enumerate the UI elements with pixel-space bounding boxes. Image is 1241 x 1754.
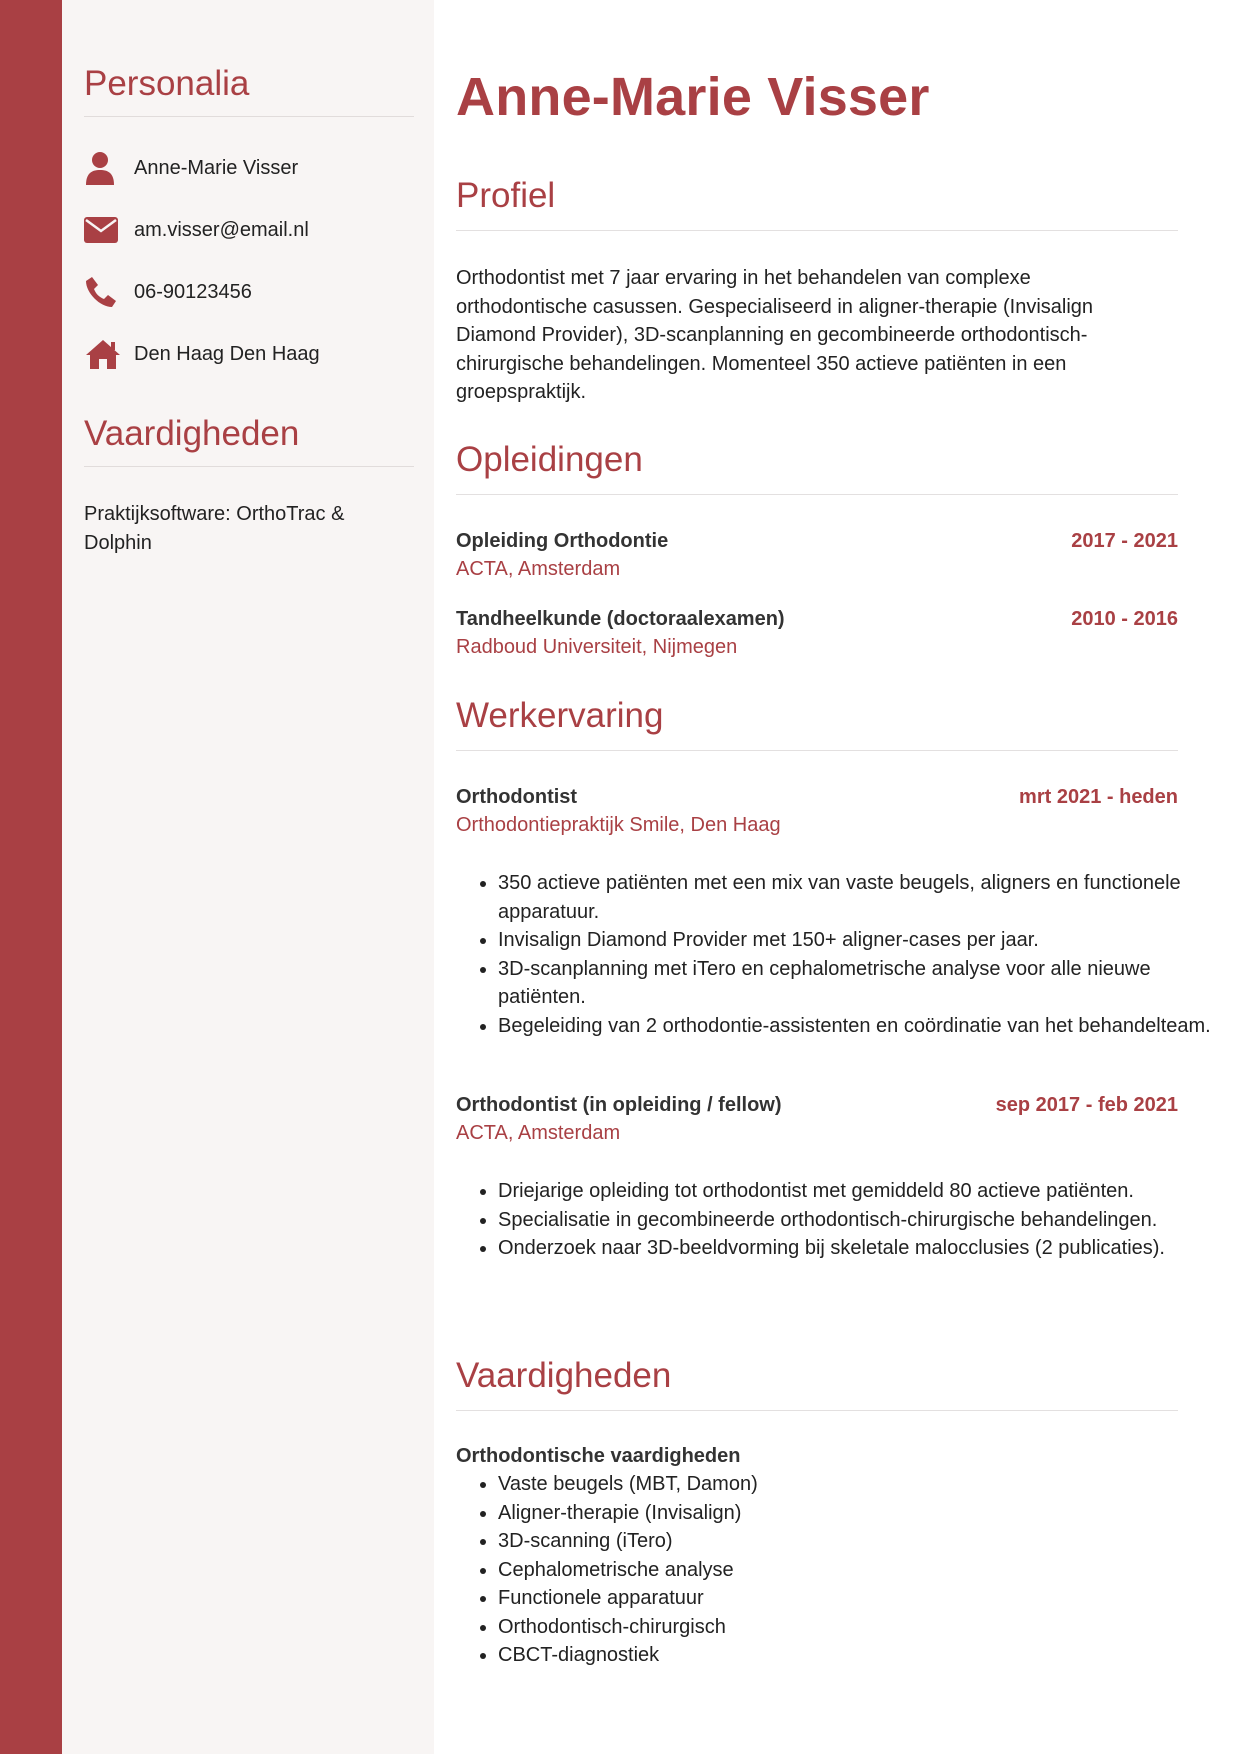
- personalia-heading: Personalia: [84, 64, 414, 117]
- experience-entry: [456, 1094, 1178, 1145]
- education-date: 2017 - 2021: [1071, 530, 1178, 552]
- accent-stripe: [0, 0, 62, 1754]
- job-date: mrt 2021 - heden: [1019, 786, 1178, 808]
- list-item: • 350 actieve patiënten met een mix van vaste beugels, aligners en functionele apparatuur.: [498, 869, 1220, 926]
- job-title: Orthodontist: [456, 786, 578, 808]
- user-icon: [84, 150, 124, 186]
- list-item: • Onderzoek naar 3D-beeldvorming bij skeletale malocclusies (2 publicaties).: [498, 1234, 1220, 1263]
- education-title: Tandheelkunde (doctoraalexamen): [456, 608, 785, 630]
- list-item: • Vaste beugels (MBT, Damon): [498, 1470, 1220, 1499]
- education-title: Opleiding Orthodontie: [456, 530, 669, 552]
- list-item: • 3D-scanplanning met iTero en cephalometrische analyse voor alle nieuwe patiënten.: [498, 955, 1220, 1012]
- job-bullets: [456, 1177, 1220, 1263]
- contact-name-text: Anne-Marie Visser: [134, 156, 299, 179]
- contact-phone: [84, 272, 414, 312]
- job-title: Orthodontist (in opleiding / fellow): [456, 1094, 782, 1116]
- contact-address-text: Den Haag Den Haag: [134, 342, 320, 365]
- skills-heading: Vaardigheden: [456, 1356, 1178, 1411]
- job-org: Orthodontiepraktijk Smile, Den Haag: [456, 814, 781, 836]
- education-date: 2010 - 2016: [1071, 608, 1178, 630]
- education-org: Radboud Universiteit, Nijmegen: [456, 636, 738, 658]
- candidate-name: Anne-Marie Visser: [456, 67, 930, 127]
- envelope-icon: [84, 212, 124, 248]
- skills-list: [456, 1470, 1220, 1670]
- contact-name: [84, 148, 414, 188]
- profile-heading: Profiel: [456, 176, 1178, 231]
- skills-subheading: Orthodontische vaardigheden: [456, 1445, 741, 1467]
- contact-email: [84, 210, 414, 250]
- home-icon: [84, 336, 124, 372]
- phone-icon: [84, 274, 124, 310]
- list-item: • Invisalign Diamond Provider met 150+ aligner-cases per jaar.: [498, 926, 1220, 955]
- experience-entry: [456, 786, 1178, 837]
- contact-phone-text: 06-90123456: [134, 280, 252, 303]
- list-item: • Orthodontisch-chirurgisch: [498, 1613, 1220, 1642]
- contact-email-text: am.visser@email.nl: [134, 218, 309, 241]
- job-org: ACTA, Amsterdam: [456, 1122, 621, 1144]
- education-entry: [456, 530, 1178, 581]
- education-entry: [456, 608, 1178, 659]
- list-item: • Functionele apparatuur: [498, 1584, 1220, 1613]
- sidebar-skills-heading: Vaardigheden: [84, 414, 414, 467]
- education-heading: Opleidingen: [456, 440, 1178, 495]
- list-item: • Cephalometrische analyse: [498, 1556, 1220, 1585]
- list-item: • CBCT-diagnostiek: [498, 1641, 1220, 1670]
- job-date: sep 2017 - feb 2021: [995, 1094, 1178, 1116]
- list-item: • Driejarige opleiding tot orthodontist met gemiddeld 80 actieve patiënten.: [498, 1177, 1220, 1206]
- list-item: • Begeleiding van 2 orthodontie-assistenten en coördinatie van het behandelteam.: [498, 1012, 1220, 1041]
- job-bullets: [456, 869, 1220, 1040]
- sidebar: [62, 0, 434, 1754]
- list-item: • Specialisatie in gecombineerde orthodontisch-chirurgische behandelingen.: [498, 1206, 1220, 1235]
- experience-heading: Werkervaring: [456, 696, 1178, 751]
- list-item: • 3D-scanning (iTero): [498, 1527, 1220, 1556]
- list-item: • Aligner-therapie (Invisalign): [498, 1499, 1220, 1528]
- contact-address: [84, 334, 414, 374]
- profile-text: Orthodontist met 7 jaar ervaring in het behandelen van complexe orthodontische casussen. Gespecialiseerd in aligner-therapie (Invisalign Diamond Provider), 3D-scanplanning en gecombineerde orthodontisch-chirurgische behandelingen. Momenteel 350 actieve patiënten in een groepspraktijk.: [456, 267, 1094, 403]
- sidebar-skill-text: Praktijksoftware: OrthoTrac & Dolphin: [84, 503, 345, 554]
- education-org: ACTA, Amsterdam: [456, 558, 621, 580]
